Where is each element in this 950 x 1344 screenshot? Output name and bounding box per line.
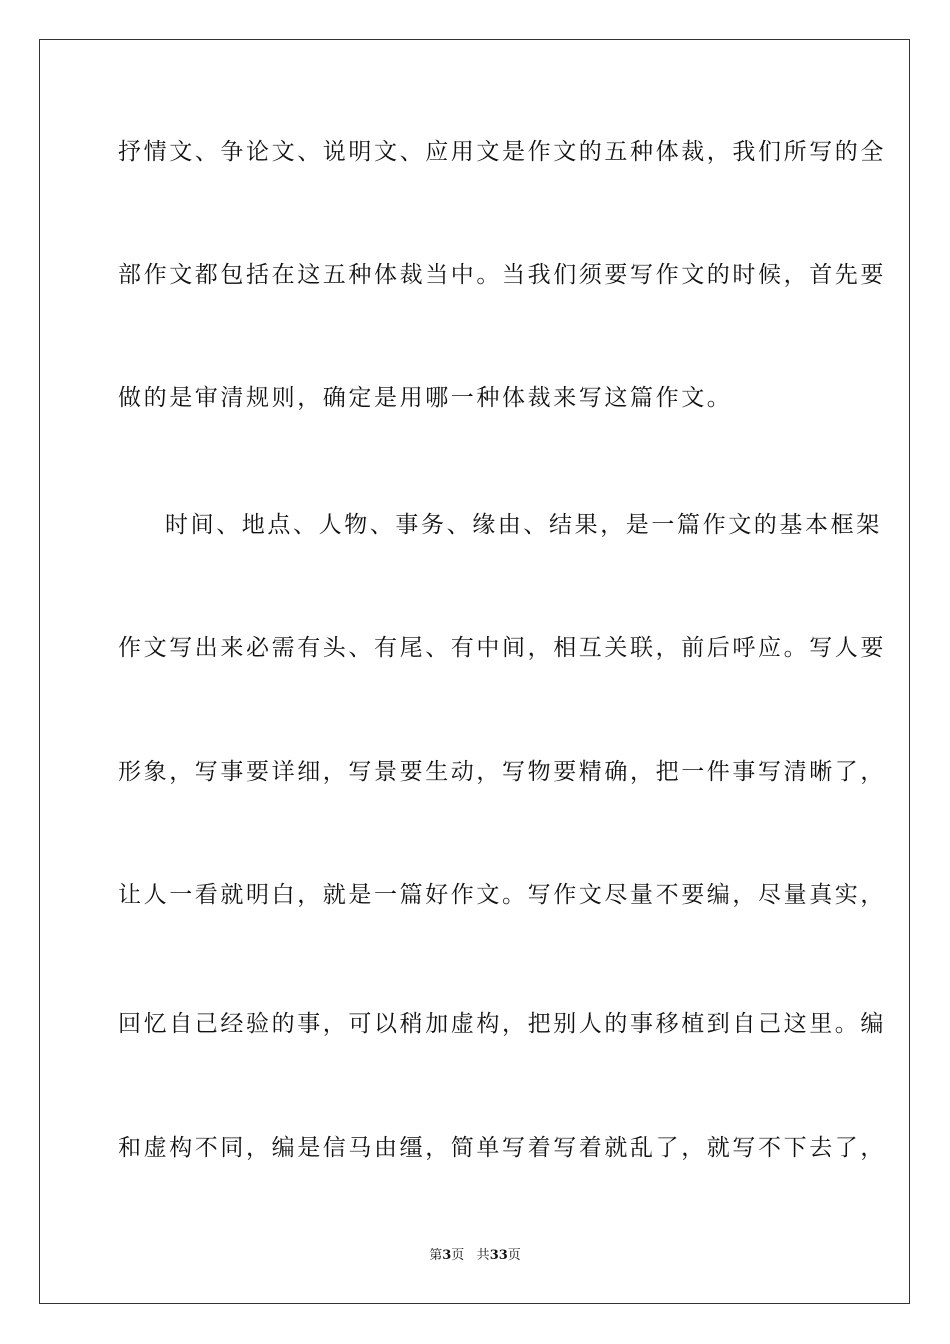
page-suffix: 页 — [451, 1248, 465, 1263]
body-text-line-2: 部作文都包括在这五种体裁当中。当我们须要写作文的时候，首先要 — [118, 262, 886, 288]
body-text-line-5: 作文写出来必需有头、有尾、有中间，相互关联，前后呼应。写人要 — [118, 635, 886, 661]
body-text-line-4: 时间、地点、人物、事务、缘由、结果，是一篇作文的基本框架 — [165, 512, 882, 538]
body-text-line-6: 形象，写事要详细，写景要生动，写物要精确，把一件事写清晰了， — [118, 759, 886, 785]
body-text-line-7: 让人一看就明白，就是一篇好作文。写作文尽量不要编，尽量真实， — [118, 882, 886, 908]
body-text-line-3: 做的是审清规则，确定是用哪一种体裁来写这篇作文。 — [118, 385, 733, 411]
page-number: 3 — [442, 1248, 452, 1263]
body-text-line-9: 和虚构不同，编是信马由缰，简单写着写着就乱了，就写不下去了， — [118, 1135, 886, 1161]
page-footer — [0, 1247, 950, 1265]
total-suffix: 页 — [507, 1248, 521, 1263]
body-text-line-8: 回忆自己经验的事，可以稍加虚构，把别人的事移植到自己这里。编 — [118, 1011, 886, 1037]
page-prefix: 第 — [429, 1248, 443, 1263]
total-pages: 33 — [489, 1248, 508, 1263]
page-border — [39, 39, 910, 1304]
total-prefix: 共 — [476, 1248, 490, 1263]
body-text-line-1: 抒情文、争论文、说明文、应用文是作文的五种体裁，我们所写的全 — [118, 139, 886, 165]
